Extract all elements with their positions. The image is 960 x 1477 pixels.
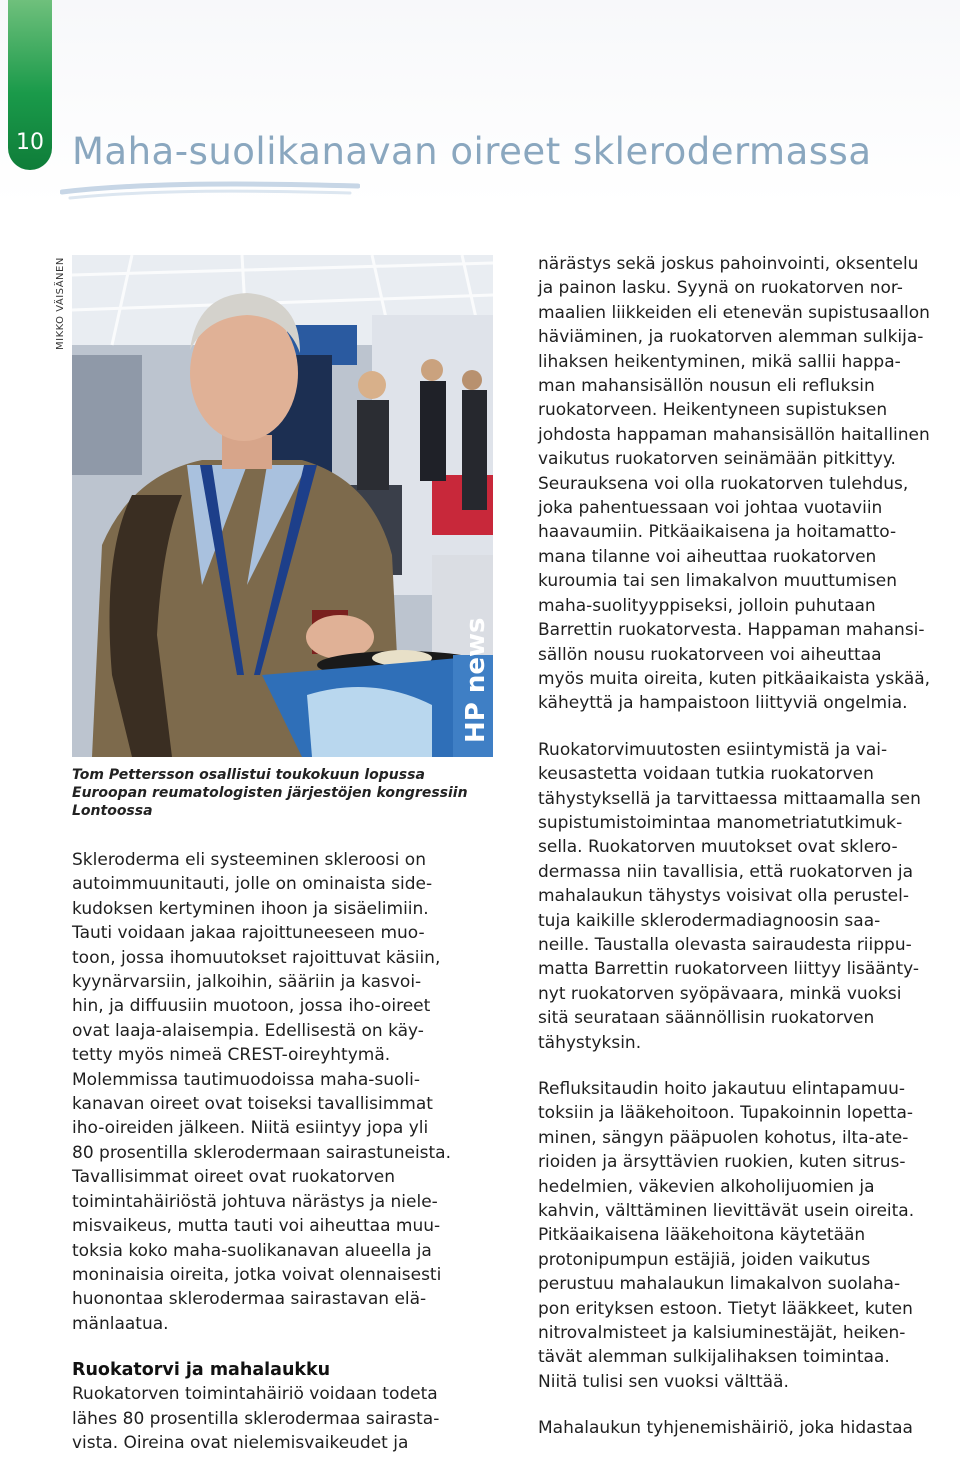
text-line: pon erityksen estoon. Tietyt lääkkeet, kuten xyxy=(538,1298,913,1319)
text-line: tähystyksellä ja tarvittaessa mittaamalla sen xyxy=(538,788,921,809)
text-line: man mahansisällön nousun eli refluksin xyxy=(538,376,875,397)
text-line: myös muita oireita, kuten pitkäaikaista yskää, xyxy=(538,668,931,689)
text-line: häviäminen, ja ruokatorven alemman sulkija- xyxy=(538,327,924,348)
text-line: haavaumiin. Pitkäaikaisena ja hoitamatto- xyxy=(538,522,897,543)
text-line: maalien liikkeiden eli etenevän supistusaallon xyxy=(538,302,930,323)
text-line: toon, jossa ihomuutokset rajoittuvat käsiin, xyxy=(72,947,441,968)
page-title: Maha-suolikanavan oireet sklerodermassa xyxy=(72,130,872,173)
text-line: moninaisia oireita, jotka voivat olennaisesti xyxy=(72,1264,442,1285)
text-line: toimintahäiriöstä johtuva närästys ja niele- xyxy=(72,1191,438,1212)
continued-paragraph xyxy=(538,252,960,716)
photo-caption xyxy=(72,766,502,820)
text-line: kanavan oireet ovat toiseksi tavallisimmat xyxy=(72,1094,433,1115)
text-line: nitrovalmisteet ja kalsiuminestäjät, heiken- xyxy=(538,1323,906,1344)
text-line: supistumistoimintaa manometriatutkimuk- xyxy=(538,812,903,833)
text-line: kahvin, välttäminen lievittävät usein oireita. xyxy=(538,1201,915,1222)
text-line: neille. Taustalla olevasta sairaudesta riippu- xyxy=(538,934,912,955)
text-line: maha-suolityyppiseksi, jolloin puhutaan xyxy=(538,595,876,616)
text-line: rioiden ja ärsyttävien ruokien, kuten sitrus- xyxy=(538,1152,906,1173)
intro-paragraph xyxy=(72,848,500,1336)
text-line: joka pahentuessaan voi johtaa vuotaviin xyxy=(538,498,883,519)
text-line: toksiin ja lääkehoitoon. Tupakoinnin lopetta- xyxy=(538,1103,913,1124)
text-line: kyynärvarsiin, jalkoihin, sääriin ja kasvoi- xyxy=(72,972,422,993)
photo-man-at-congress xyxy=(72,255,493,757)
text-line: ja painon lasku. Syynä on ruokatorven nor- xyxy=(538,278,903,299)
text-line: hedelmien, väkevien alkoholijuomien ja xyxy=(538,1176,875,1197)
text-line: minen, sängyn pääpuolen kohotus, ilta-ate- xyxy=(538,1127,909,1148)
text-line: vaikutus ruokatorven seinämään pitkittyy. xyxy=(538,449,896,470)
text-line: Refluksitaudin hoito jakautuu elintapamuu- xyxy=(538,1079,906,1099)
text-line: nyt ruokatorven syöpävaara, minkä vuoksi xyxy=(538,983,902,1004)
caption-line: Tom Pettersson osallistui toukokuun lopussa xyxy=(72,767,425,783)
text-line: kudoksen kertyminen ihoon ja sisäelimiin. xyxy=(72,898,429,919)
text-line: vista. Oireina ovat nielemisvaikeudet ja xyxy=(72,1432,409,1453)
section-heading: Ruokatorvi ja mahalaukku xyxy=(72,1360,331,1381)
text-line: 80 prosentilla sklerodermaan sairastuneista. xyxy=(72,1142,452,1163)
text-line: sällön nousu ruokatorveen voi aiheuttaa xyxy=(538,644,882,665)
right-text-column xyxy=(538,252,960,1463)
text-line: iho-oireiden jälkeen. Niitä esiintyy jopa yli xyxy=(72,1118,429,1139)
text-line: sitä seurataan säännöllisin ruokatorven xyxy=(538,1008,875,1029)
gastric-paragraph xyxy=(538,1416,960,1440)
text-line: matta Barrettin ruokatorveen liittyy lisäänty- xyxy=(538,959,920,980)
text-line: Molemmissa tautimuodoissa maha-suoli- xyxy=(72,1069,420,1090)
text-line: Skleroderma eli systeeminen skleroosi on xyxy=(72,850,426,870)
text-line: mana tilanne voi aiheuttaa ruokatorven xyxy=(538,546,877,567)
text-line: huonontaa sklerodermaa sairastavan elä- xyxy=(72,1289,427,1310)
section-paragraph xyxy=(72,1382,500,1455)
text-line: misvaikeus, mutta tauti voi aiheuttaa muu- xyxy=(72,1216,441,1237)
text-line: mahalaukun tähystys voisivat olla perustel- xyxy=(538,886,909,907)
text-line: ovat laaja-alaisempia. Edellisestä on käy- xyxy=(72,1020,424,1041)
text-line: perustuu mahalaukun limakalvon suolaha- xyxy=(538,1274,901,1295)
text-line: autoimmuunitauti, jolle on ominaista side- xyxy=(72,874,433,895)
text-line: tähystyksin. xyxy=(538,1032,642,1053)
text-line: keusastetta voidaan tutkia ruokatorven xyxy=(538,764,874,785)
text-line: närästys sekä joskus pahoinvointi, oksentelu xyxy=(538,254,919,274)
text-line: protonipumpun estäjiä, joiden vaikutus xyxy=(538,1249,871,1270)
left-text-column xyxy=(72,848,500,1477)
text-line: lähes 80 prosentilla sklerodermaa sairasta- xyxy=(72,1408,440,1429)
text-line: Seurauksena voi olla ruokatorven tulehdus, xyxy=(538,473,909,494)
text-line: Barrettin ruokatorvesta. Happaman mahansi- xyxy=(538,620,925,641)
text-line: käheyttä ja hampaistoon liittyviä ongelmia. xyxy=(538,693,908,714)
text-line: toksia koko maha-suolikanavan alueella ja xyxy=(72,1240,432,1261)
caption-line: Euroopan reumatologisten järjestöjen kongressiin xyxy=(72,785,468,801)
text-line: hin, ja diffuusiin muotoon, jossa iho-oireet xyxy=(72,996,431,1017)
text-line: sella. Ruokatorven muutokset ovat sklero- xyxy=(538,837,898,858)
text-line: johdosta happaman mahansisällön haitallinen xyxy=(538,424,930,445)
page-number: 10 xyxy=(16,130,44,155)
text-line: mänlaatua. xyxy=(72,1313,169,1334)
diagnosis-paragraph xyxy=(538,738,960,1055)
text-line: dermassa niin tavallisia, että ruokatorven ja xyxy=(538,861,914,882)
text-line: Ruokatorven toimintahäiriö voidaan todeta xyxy=(72,1384,438,1405)
text-line: Ruokatorvimuutosten esiintymistä ja vai- xyxy=(538,739,888,760)
photo-credit: MIKKO VÄISÄNEN xyxy=(55,257,66,350)
text-line: tävät alemman sulkijalihaksen toimintaa. xyxy=(538,1347,890,1368)
photo-banner-text: HP news xyxy=(461,617,491,743)
text-line: lihaksen heikentyminen, mikä sallii happa- xyxy=(538,351,901,372)
text-line: Mahalaukun tyhjenemishäiriö, joka hidastaa xyxy=(538,1418,913,1439)
treatment-paragraph xyxy=(538,1077,960,1394)
title-swoosh-decoration xyxy=(60,176,360,206)
text-line: tuja kaikille sklerodermadiagnoosin saa- xyxy=(538,910,881,931)
text-line: kuroumia tai sen limakalvon muuttumisen xyxy=(538,571,898,592)
text-line: tetty myös nimeä CREST-oireyhtymä. xyxy=(72,1045,391,1066)
text-line: Niitä tulisi sen vuoksi välttää. xyxy=(538,1371,789,1392)
text-line: Tauti voidaan jakaa rajoittuneeseen muo- xyxy=(72,923,425,944)
caption-line: Lontoossa xyxy=(72,803,153,819)
text-line: Tavallisimmat oireet ovat ruokatorven xyxy=(72,1167,395,1188)
page-header xyxy=(0,0,960,205)
text-line: ruokatorveen. Heikentyneen supistuksen xyxy=(538,400,888,421)
text-line: Pitkäaikaisena lääkehoitona käytetään xyxy=(538,1225,866,1246)
